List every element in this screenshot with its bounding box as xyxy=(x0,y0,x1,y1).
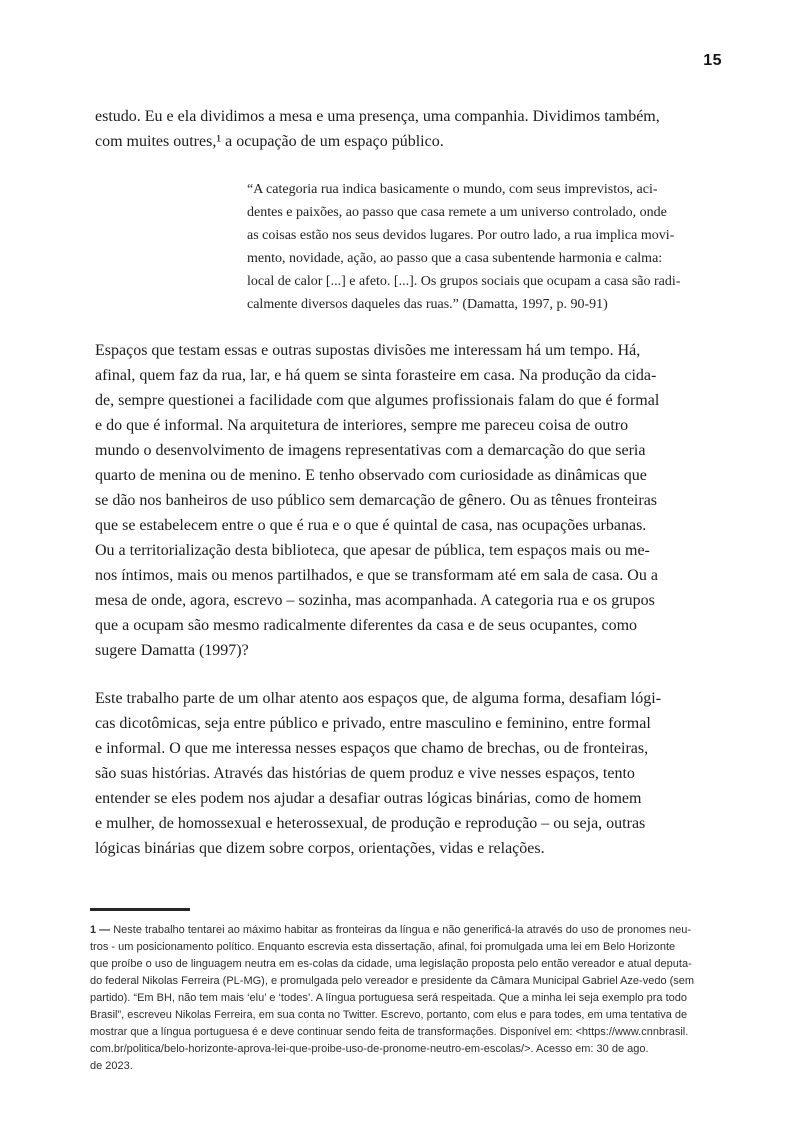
page-number: 15 xyxy=(703,52,722,69)
block-quote-damatta: “A categoria rua indica basicamente o mundo, com seus imprevistos, aci- dentes e paixões, ao passo que casa remete a um universo controlado, onde as coisas estão nos seus devidos lugares. Por outro lado, a rua implica movi- mento, novidade, ação, ao passo que a casa subentende harmonia e calma: local de calor [...] e afeto. [...]. Os grupos sociais que ocupam a casa são radi- calmente diversos daqueles das ruas.” (Damatta, 1997, p. 90-91) xyxy=(247,182,681,312)
body-paragraph-2: Espaços que testam essas e outras supostas divisões me interessam há um tempo. Há, afinal, quem faz da rua, lar, e há quem se sinta forasteire em casa. Na produção da cida- de, sempre questionei a facilidade com que algumes profissionais falam do que é formal e do que é informal. Na arquitetura de interiores, sempre me pareceu coisa de outro mundo o desenvolvimento de imagens representativas com a demarcação do que seria quarto de menina ou de menino. E tenho observado com curiosidade as dinâmicas que se dão nos banheiros de uso público sem demarcação de gênero. Ou as tênues fronteiras que se estabelecem entre o que é rua e o que é quintal de casa, nas ocupações urbanas. Ou a territorialização desta biblioteca, que apesar de pública, tem espaços mais ou me- nos íntimos, mais ou menos partilhados, e que se transformam até em sala de casa. Ou a mesa de onde, agora, escrevo – sozinha, mas acompanhada. A categoria rua e os grupos que a ocupam são mesmo radicalmente diferentes da casa e de seus ocupantes, como sugere Damatta (1997)? xyxy=(95,342,660,659)
footnote-separator-rule xyxy=(90,908,190,911)
footnote-1-text: Neste trabalho tentarei ao máximo habitar as fronteiras da língua e não generificá-la através do uso de pronomes neu- tros - um posicionamento político. Enquanto escrevia esta dissertação, afinal, foi promulgada uma lei em Belo Horizonte que proíbe o uso de linguagem neutra em es-colas da cidade, uma legislação proposta pelo então vereador e atual deputa- do federal Nikolas Ferreira (PL-MG), e promulgada pelo vereador e presidente da Câmara Municipal Gabriel Aze-vedo (sem partido). “Em BH, não tem mais ‘elu’ e ‘todes’. A língua portuguesa será respeitada. Que a minha lei seja exemplo pra todo Brasil”, escreveu Nikolas Ferreira, em sua conta no Twitter. Escrevo, portanto, com elus e para todes, em uma tentativa de mostrar que a língua portuguesa é e deve continuar sendo feita de transformações. Disponível em: <https://www.cnnbrasil. com.br/politica/belo-horizonte-aprova-lei-que-proibe-uso-de-pronome-neutro-em-escolas/>. Acesso em: 30 de ago. de 2023. xyxy=(90,924,695,1072)
page-content xyxy=(95,104,729,861)
body-paragraph-1: estudo. Eu e ela dividimos a mesa e uma presença, uma companhia. Dividimos também, com muites outres,¹ a ocupação de um espaço público. xyxy=(95,108,660,150)
footnote-1 xyxy=(90,922,762,1075)
footnote-1-marker: 1 — xyxy=(90,924,114,936)
footnote-block xyxy=(90,908,762,1075)
body-paragraph-3: Este trabalho parte de um olhar atento aos espaços que, de alguma forma, desafiam lógi- cas dicotômicas, seja entre público e privado, entre masculino e feminino, entre formal e informal. O que me interessa nesses espaços que chamo de brechas, ou de fronteiras, são suas histórias. Através das histórias de quem produz e vive nesses espaços, tento entender se eles podem nos ajudar a desafiar outras lógicas binárias, como de homem e mulher, de homossexual e heterossexual, de produção e reprodução – ou seja, outras lógicas binárias que dizem sobre corpos, orientações, vidas e relações. xyxy=(95,690,662,857)
